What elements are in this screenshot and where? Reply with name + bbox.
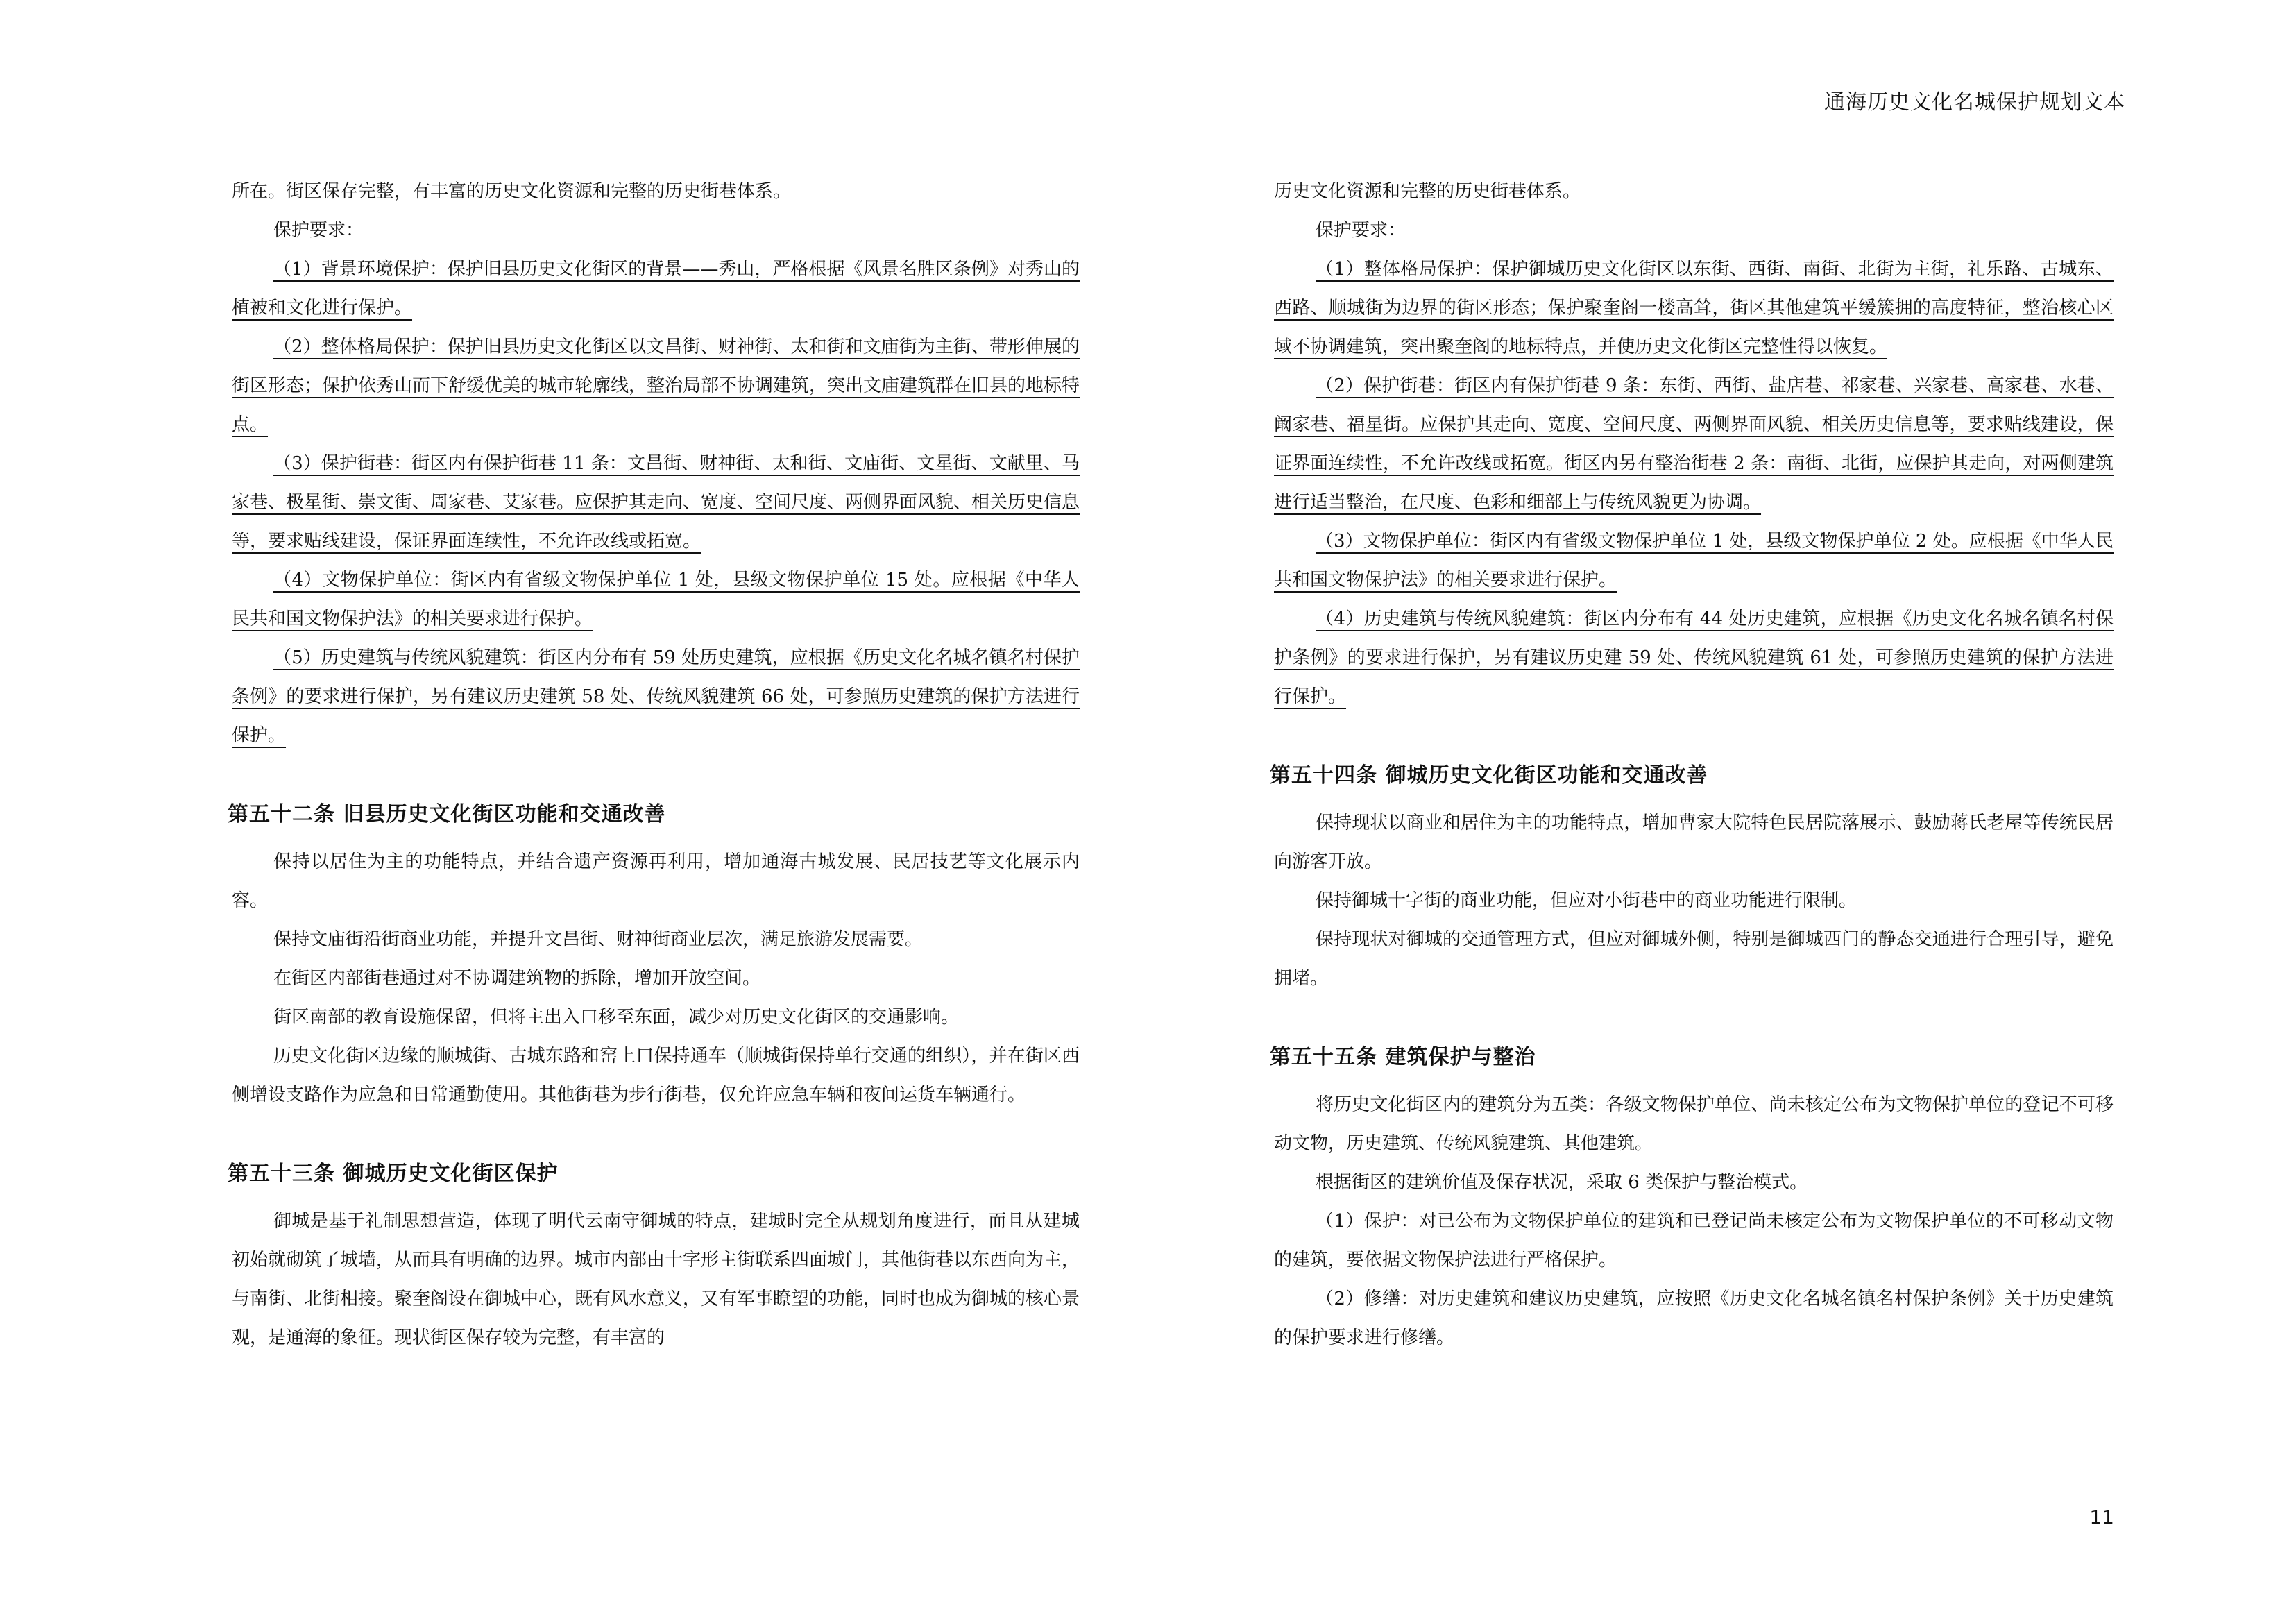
section-55-paragraph: （2）修缮：对历史建筑和建议历史建筑，应按照《历史文化名城名镇名村保护条例》关于历史建筑的保护要求进行修缮。 [1274,1289,2114,1348]
section-54-heading: 第五十四条 御城历史文化街区功能和交通改善 [1270,763,1708,788]
right-requirements-label: 保护要求： [1316,220,1406,241]
right-requirement-1: （1）整体格局保护：保护御城历史文化街区以东街、西街、南街、北街为主街，礼乐路、古城东、西路、顺城街为边界的街区形态；保护聚奎阁一楼高耸，街区其他建筑平缓簇拥的高度特征，整治核心区域不协调建筑，突出聚奎阁的地标特点，并使历史文化街区完整性得以恢复。 [1274,259,2114,357]
left-intro: 所在。街区保存完整，有丰富的历史文化资源和完整的历史街巷体系。 [232,181,792,202]
section-54-paragraph: 保持现状对御城的交通管理方式，但应对御城外侧，特别是御城西门的静态交通进行合理引导，避免拥堵。 [1274,929,2114,989]
right-column [1270,172,2114,1357]
right-requirement-4: （4）历史建筑与传统风貌建筑：街区内分布有 44 处历史建筑，应根据《历史文化名城名镇名村保护条例》的要求进行保护，另有建议历史建 59 处、传统风貌建筑 61 处，可参照历史建筑的保护方法进行保护。 [1274,609,2114,707]
section-52-paragraph: 街区南部的教育设施保留，但将主出入口移至东面，减少对历史文化街区的交通影响。 [273,1007,960,1028]
section-55-paragraph: （1）保护：对已公布为文物保护单位的建筑和已登记尚未核定公布为文物保护单位的不可移动文物的建筑，要依据文物保护法进行严格保护。 [1274,1211,2114,1271]
section-52-paragraph: 在街区内部街巷通过对不协调建筑物的拆除，增加开放空间。 [273,968,761,989]
page-number: 11 [2089,1506,2114,1529]
section-52-paragraph: 保持文庙街沿街商业功能，并提升文昌街、财神街商业层次，满足旅游发展需要。 [273,929,924,950]
right-requirement-3: （3）文物保护单位：街区内有省级文物保护单位 1 处，县级文物保护单位 2 处。应根据《中华人民共和国文物保护法》的相关要求进行保护。 [1274,531,2114,590]
right-intro: 历史文化资源和完整的历史街巷体系。 [1274,181,1581,202]
right-requirement-2: （2）保护街巷：街区内有保护街巷 9 条：东街、西街、盐店巷、祁家巷、兴家巷、高家巷、水巷、阚家巷、福星街。应保护其走向、宽度、空间尺度、两侧界面风貌、相关历史信息等，要求贴线建设，保证界面连续性，不允许改线或拓宽。街区内另有整治街巷 2 条：南街、北街，应保护其走向，对两侧建筑进行适当整治，在尺度、色彩和细部上与传统风貌更为协调。 [1274,375,2114,513]
section-53-heading: 第五十三条 御城历史文化街区保护 [228,1162,559,1186]
section-55-paragraph: 根据街区的建筑价值及保存状况，采取 6 类保护与整治模式。 [1316,1172,1808,1193]
section-55-paragraph: 将历史文化街区内的建筑分为五类：各级文物保护单位、尚未核定公布为文物保护单位的登记不可移动文物，历史建筑、传统风貌建筑、其他建筑。 [1274,1094,2114,1154]
left-column [228,172,1080,1357]
left-requirement-2: （2）整体格局保护：保护旧县历史文化街区以文昌街、财神街、太和街和文庙街为主街、带形伸展的街区形态；保护依秀山而下舒缓优美的城市轮廓线，整治局部不协调建筑，突出文庙建筑群在旧县的地标特点。 [232,337,1080,435]
left-requirement-5: （5）历史建筑与传统风貌建筑：街区内分布有 59 处历史建筑，应根据《历史文化名城名镇名村保护条例》的要求进行保护，另有建议历史建筑 58 处、传统风貌建筑 66 处，可参照历史建筑的保护方法进行保护。 [232,647,1080,746]
section-52-heading: 第五十二条 旧县历史文化街区功能和交通改善 [228,802,666,826]
section-55-heading: 第五十五条 建筑保护与整治 [1270,1045,1536,1069]
section-52-paragraph: 历史文化街区边缘的顺城街、古城东路和窑上口保持通车（顺城街保持单行交通的组织），并在街区西侧增设支路作为应急和日常通勤使用。其他街巷为步行街巷，仅允许应急车辆和夜间运货车辆通行。 [232,1046,1080,1105]
section-54-paragraph: 保持御城十字街的商业功能，但应对小街巷中的商业功能进行限制。 [1316,890,1857,911]
left-requirement-3: （3）保护街巷：街区内有保护街巷 11 条：文昌街、财神街、太和街、文庙街、文星街、文献里、马家巷、极星街、崇文街、周家巷、艾家巷。应保护其走向、宽度、空间尺度、两侧界面风貌、相关历史信息等，要求贴线建设，保证界面连续性，不允许改线或拓宽。 [232,453,1080,552]
left-requirement-4: （4）文物保护单位：街区内有省级文物保护单位 1 处，县级文物保护单位 15 处。应根据《中华人民共和国文物保护法》的相关要求进行保护。 [232,570,1080,629]
section-54-paragraph: 保持现状以商业和居住为主的功能特点，增加曹家大院特色民居院落展示、鼓励蒋氏老屋等传统民居向游客开放。 [1274,813,2114,872]
section-52-paragraph: 保持以居住为主的功能特点，并结合遗产资源再利用，增加通海古城发展、民居技艺等文化展示内容。 [232,851,1080,911]
section-53-paragraph: 御城是基于礼制思想营造，体现了明代云南守御城的特点，建城时完全从规划角度进行，而且从建城初始就砌筑了城墙，从而具有明确的边界。城市内部由十字形主街联系四面城门，其他街巷以东西向为主，与南街、北街相接。聚奎阁设在御城中心，既有风水意义，又有军事瞭望的功能，同时也成为御城的核心景观，是通海的象征。现状街区保存较为完整，有丰富的 [232,1211,1080,1348]
document-header-title: 通海历史文化名城保护规划文本 [1824,90,2125,114]
left-requirements-label: 保护要求： [273,220,364,241]
left-requirement-1: （1）背景环境保护：保护旧县历史文化街区的背景——秀山，严格根据《风景名胜区条例》对秀山的植被和文化进行保护。 [232,259,1080,318]
